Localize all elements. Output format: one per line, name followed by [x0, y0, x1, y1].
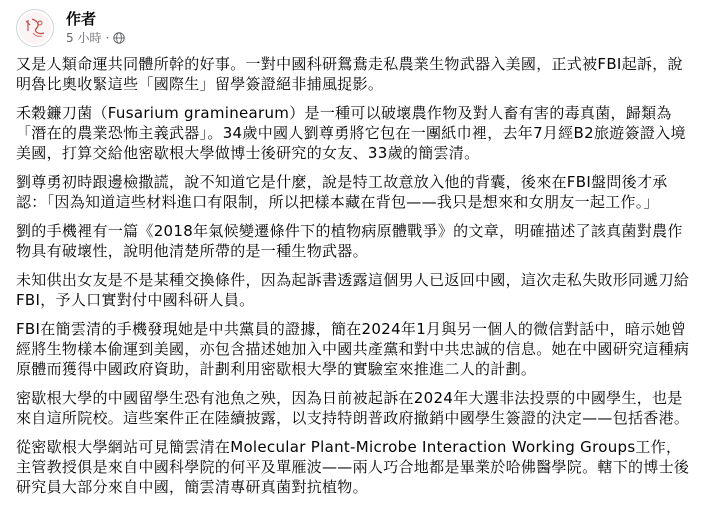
- post-meta: [66, 10, 125, 46]
- separator-dot: ·: [105, 31, 110, 45]
- post-header: [16, 8, 125, 48]
- avatar[interactable]: [16, 9, 54, 47]
- post-paragraph: 劉的手機裡有一篇《2018年氣候變遷條件下的植物病原體戰爭》的文章，明確描述了該真菌對農作物具有破壞性，說明他清楚所帶的是一種生物武器。: [16, 222, 683, 260]
- globe-icon[interactable]: [113, 32, 125, 44]
- post-time[interactable]: 5 小時: [66, 31, 102, 45]
- post-paragraph: 禾穀鐮刀菌（Fusarium graminearum）是一種可以破壞農作物及對人畜有害的毒真菌，歸類為「潛在的農業恐怖主義武器」。34歲中國人劉尊勇將它包在一團紙巾裡，去年7月經B2旅遊簽證入境美國，打算交給他密歇根大學做博士後研究的女友、33歲的簡雲清。: [16, 104, 686, 162]
- post-paragraph: 劉尊勇初時跟邊檢撒謊，說不知道它是什麼，說是特工故意放入他的背囊，後來在FBI盤問後才承認：「因為知道這些材料進口有限制，所以把樣本藏在背包——我只是想來和女朋友一起工作。」: [16, 173, 668, 211]
- author-name[interactable]: 作者: [66, 10, 97, 28]
- post-paragraph: 密歇根大學的中國留學生恐有池魚之殃，因為日前被起訴在2024年大選非法投票的中國學生，也是來自這所院校。這些案件正在陸續披露，以支持特朗普政府撤銷中國學生簽證的決定——包括香港。: [16, 389, 690, 427]
- post-paragraph: 又是人類命運共同體所幹的好事。一對中國科研鴛鴦走私農業生物武器入美國，正式被FBI起訴，說明魯比奧收緊這些「國際生」留學簽證絕非捕風捉影。: [16, 55, 683, 93]
- post-paragraph: FBI在簡雲清的手機發現她是中共黨員的證據，簡在2024年1月與另一個人的微信對話中，暗示她曾經將生物樣本偷運到美國，亦包含描述她加入中國共產黨和對中共忠誠的信息。她在中國研究這種病原體而獲得中國政府資助，計劃利用密歇根大學的實驗室來推進二人的計劃。: [16, 320, 690, 378]
- post-body: [16, 54, 692, 506]
- avatar-image: [18, 11, 52, 45]
- post-paragraph: 從密歇根大學網站可見簡雲清在Molecular Plant-Microbe Interaction Working Groups工作，主管教授俱是來自中國科學院的何平及單雁波——兩人巧合地都是畢業於哈佛醫學院。轄下的博士後研究員大部分來自中國，簡雲清專研真菌對抗植物。: [16, 438, 690, 496]
- post-paragraph: 未知供出女友是不是某種交換條件，因為起訴書透露這個男人已返回中國，這次走私失敗形同遞刀給FBI，予人口實對付中國科研人員。: [16, 271, 690, 309]
- post-subline: [66, 30, 125, 46]
